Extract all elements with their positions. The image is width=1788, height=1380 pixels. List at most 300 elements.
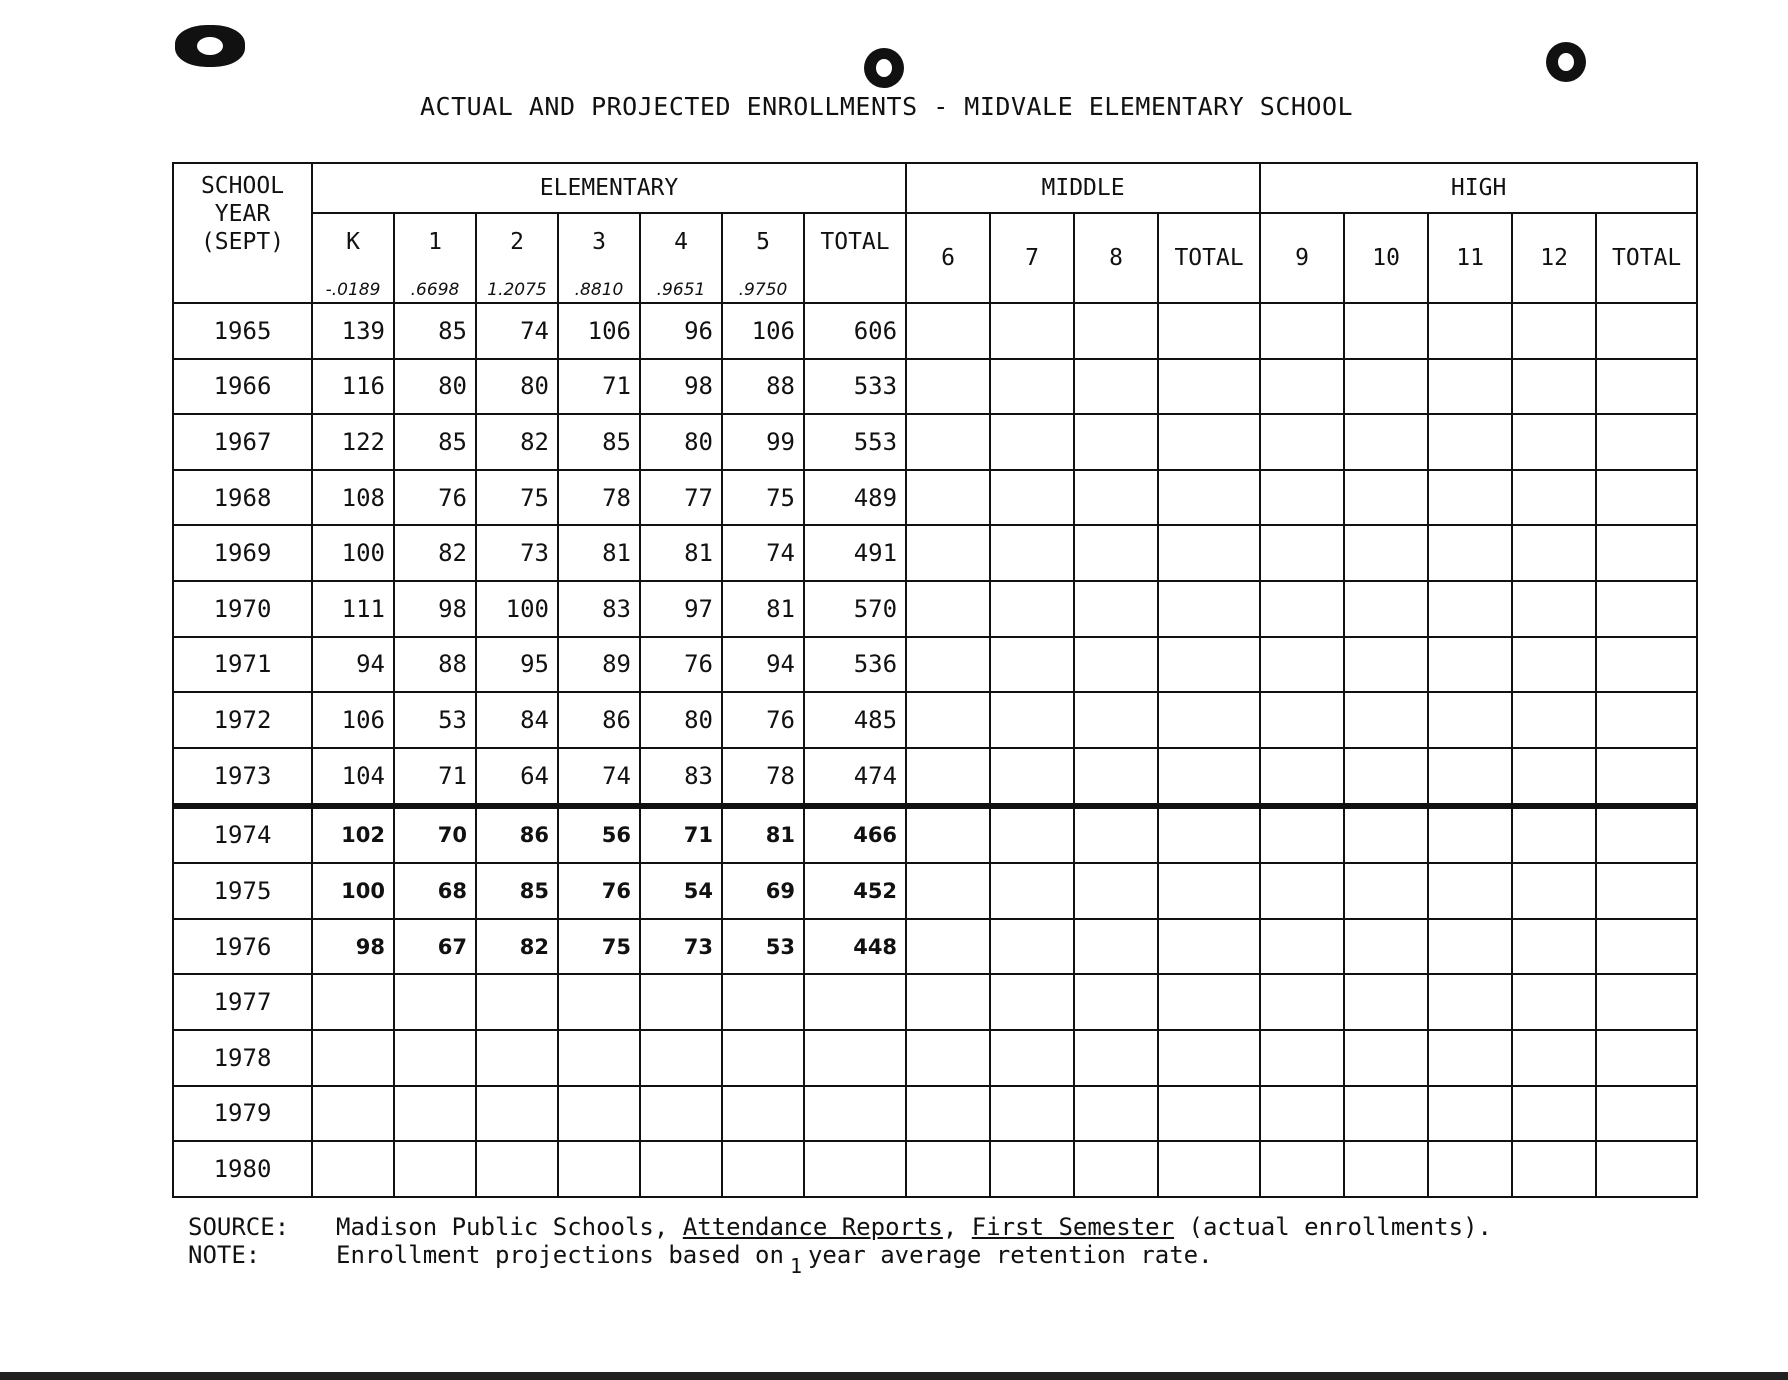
actual-row: [173, 303, 1697, 359]
enrollment-cell: 106: [722, 303, 804, 359]
note-line: [188, 1241, 1492, 1278]
empty-cell: [990, 359, 1074, 415]
enrollment-cell: 81: [722, 806, 804, 864]
enrollment-cell: 70: [394, 806, 476, 864]
enrollment-cell: 85: [394, 303, 476, 359]
school-year-cell: 1972: [173, 692, 312, 748]
enrollment-cell: 82: [476, 919, 558, 975]
enrollment-cell: [722, 1030, 804, 1086]
empty-cell: [1596, 692, 1697, 748]
high-column-header: TOTAL: [1596, 213, 1697, 303]
empty-cell: [1512, 692, 1596, 748]
empty-cell: [990, 581, 1074, 637]
empty-cell: [1596, 637, 1697, 693]
enrollment-cell: [312, 1030, 394, 1086]
source-report: Attendance Reports: [682, 1213, 943, 1241]
school-year-cell: 1966: [173, 359, 312, 415]
elementary-column-header: 1: [394, 213, 476, 270]
empty-cell: [1428, 525, 1512, 581]
empty-cell: [1260, 919, 1344, 975]
elementary-total-cell: 452: [804, 863, 906, 919]
elementary-total-cell: 533: [804, 359, 906, 415]
enrollment-cell: 94: [312, 637, 394, 693]
high-column-header: 12: [1512, 213, 1596, 303]
empty-cell: [1512, 303, 1596, 359]
empty-cell: [1260, 748, 1344, 806]
empty-cell: [1428, 581, 1512, 637]
empty-cell: [1512, 414, 1596, 470]
empty-cell: [906, 525, 990, 581]
punch-hole: [864, 48, 904, 88]
table-header: [173, 163, 1697, 303]
empty-cell: [906, 1030, 990, 1086]
enrollment-cell: [394, 1141, 476, 1197]
empty-cell: [1260, 863, 1344, 919]
note-prefix: Enrollment projections based on: [336, 1241, 784, 1269]
actual-row: [173, 359, 1697, 415]
enrollment-cell: 85: [476, 863, 558, 919]
enrollment-cell: 116: [312, 359, 394, 415]
elementary-column-header: 2: [476, 213, 558, 270]
enrollment-cell: 76: [640, 637, 722, 693]
high-column-header: 9: [1260, 213, 1344, 303]
enrollment-cell: 88: [394, 637, 476, 693]
empty-cell: [1512, 470, 1596, 526]
empty-cell: [1158, 1030, 1260, 1086]
empty-cell: [1260, 414, 1344, 470]
enrollment-cell: 68: [394, 863, 476, 919]
enrollment-cell: 75: [476, 470, 558, 526]
enrollment-cell: 88: [722, 359, 804, 415]
school-year-cell: 1977: [173, 974, 312, 1030]
empty-cell: [1344, 692, 1428, 748]
school-year-header-line: YEAR: [214, 201, 271, 227]
empty-cell: [1428, 863, 1512, 919]
empty-cell: [1512, 748, 1596, 806]
empty-cell: [1344, 806, 1428, 864]
actual-row: [173, 525, 1697, 581]
enrollment-cell: 74: [476, 303, 558, 359]
empty-cell: [1344, 1141, 1428, 1197]
empty-cell: [990, 863, 1074, 919]
punch-hole: [175, 25, 245, 67]
enrollment-cell: 56: [558, 806, 640, 864]
enrollment-cell: 100: [312, 525, 394, 581]
enrollment-cell: 111: [312, 581, 394, 637]
elementary-total-cell: 553: [804, 414, 906, 470]
elementary-total-cell: 606: [804, 303, 906, 359]
empty-cell: [1512, 974, 1596, 1030]
enrollment-cell: 99: [722, 414, 804, 470]
enrollment-cell: 78: [558, 470, 640, 526]
school-year-header: [173, 163, 312, 303]
empty-cell: [1512, 359, 1596, 415]
empty-cell: [1260, 1030, 1344, 1086]
elementary-total-cell: 489: [804, 470, 906, 526]
retention-rate: .9651: [640, 270, 722, 303]
elementary-total-cell: 536: [804, 637, 906, 693]
actual-row: [173, 692, 1697, 748]
empty-cell: [1344, 1086, 1428, 1142]
empty-cell: [1428, 359, 1512, 415]
empty-cell: [1344, 303, 1428, 359]
empty-cell: [906, 974, 990, 1030]
high-group-header: HIGH: [1260, 163, 1697, 213]
enrollment-cell: 106: [558, 303, 640, 359]
empty-cell: [1512, 525, 1596, 581]
middle-column-header: 6: [906, 213, 990, 303]
actual-row: [173, 637, 1697, 693]
enrollment-cell: 98: [394, 581, 476, 637]
empty-cell: [1428, 974, 1512, 1030]
empty-cell: [1512, 863, 1596, 919]
empty-cell: [1074, 919, 1158, 975]
note-number: 1: [789, 1254, 802, 1278]
empty-cell: [906, 359, 990, 415]
table-body: [173, 303, 1697, 1197]
enrollment-cell: 98: [640, 359, 722, 415]
empty-cell: [1260, 470, 1344, 526]
empty-cell: [1428, 748, 1512, 806]
empty-cell: [1344, 581, 1428, 637]
elementary-total-cell: 466: [804, 806, 906, 864]
enrollment-cell: 86: [558, 692, 640, 748]
elementary-total-cell: 570: [804, 581, 906, 637]
footer-notes: [188, 1213, 1492, 1278]
enrollment-cell: 76: [722, 692, 804, 748]
empty-cell: [906, 414, 990, 470]
enrollment-cell: 85: [558, 414, 640, 470]
retention-rate: .8810: [558, 270, 640, 303]
empty-cell: [1512, 919, 1596, 975]
elementary-column-header: 4: [640, 213, 722, 270]
elementary-group-header: ELEMENTARY: [312, 163, 906, 213]
source-suffix: (actual enrollments).: [1174, 1213, 1492, 1241]
empty-cell: [1596, 1030, 1697, 1086]
empty-cell: [906, 637, 990, 693]
enrollment-cell: [722, 1086, 804, 1142]
school-year-cell: 1971: [173, 637, 312, 693]
enrollment-cell: 74: [722, 525, 804, 581]
enrollment-cell: [476, 1030, 558, 1086]
enrollment-cell: [558, 1086, 640, 1142]
empty-cell: [1074, 581, 1158, 637]
enrollment-cell: 71: [558, 359, 640, 415]
enrollment-cell: 95: [476, 637, 558, 693]
empty-cell: [1596, 470, 1697, 526]
retention-rate-blank: [804, 270, 906, 303]
source-prefix: Madison Public Schools,: [336, 1213, 683, 1241]
school-year-header-line: SCHOOL: [200, 173, 285, 199]
empty-cell: [1512, 637, 1596, 693]
grade-header-row: [173, 213, 1697, 270]
enrollment-cell: 98: [312, 919, 394, 975]
empty-cell: [1596, 581, 1697, 637]
school-year-cell: 1976: [173, 919, 312, 975]
elementary-column-header: K: [312, 213, 394, 270]
elementary-total-cell: 485: [804, 692, 906, 748]
enrollment-cell: 81: [640, 525, 722, 581]
note-label: NOTE:: [188, 1241, 261, 1269]
empty-cell: [1344, 470, 1428, 526]
empty-cell: [990, 525, 1074, 581]
document-title: ACTUAL AND PROJECTED ENROLLMENTS - MIDVALE ELEMENTARY SCHOOL: [420, 92, 1354, 121]
punch-hole: [1546, 42, 1586, 82]
enrollment-cell: 122: [312, 414, 394, 470]
enrollment-cell: 85: [394, 414, 476, 470]
empty-cell: [1596, 1086, 1697, 1142]
school-year-cell: 1979: [173, 1086, 312, 1142]
enrollment-cell: [476, 1086, 558, 1142]
empty-cell: [906, 692, 990, 748]
high-column-header: 10: [1344, 213, 1428, 303]
empty-cell: [990, 974, 1074, 1030]
school-year-cell: 1967: [173, 414, 312, 470]
school-year-cell: 1980: [173, 1141, 312, 1197]
elementary-column-header: 5: [722, 213, 804, 270]
empty-cell: [1344, 525, 1428, 581]
empty-cell: [1512, 806, 1596, 864]
enrollment-cell: 67: [394, 919, 476, 975]
elementary-column-header: TOTAL: [804, 213, 906, 270]
empty-cell: [1260, 359, 1344, 415]
enrollment-cell: 73: [640, 919, 722, 975]
empty-cell: [1158, 1141, 1260, 1197]
empty-cell: [1074, 470, 1158, 526]
enrollment-cell: [558, 1141, 640, 1197]
source-semester: First Semester: [971, 1213, 1175, 1241]
empty-cell: [990, 1141, 1074, 1197]
empty-cell: [1158, 863, 1260, 919]
empty-cell: [1074, 1141, 1158, 1197]
empty-cell: [1596, 414, 1697, 470]
enrollment-cell: 89: [558, 637, 640, 693]
enrollment-cell: 82: [476, 414, 558, 470]
empty-cell: [1158, 919, 1260, 975]
empty-cell: [1158, 525, 1260, 581]
empty-cell: [1344, 359, 1428, 415]
empty-cell: [1344, 919, 1428, 975]
empty-cell: [1260, 581, 1344, 637]
enrollment-cell: [722, 1141, 804, 1197]
enrollment-cell: [476, 1141, 558, 1197]
empty-cell: [1260, 637, 1344, 693]
retention-rate: .6698: [394, 270, 476, 303]
empty-cell: [1158, 1086, 1260, 1142]
empty-cell: [1260, 1086, 1344, 1142]
enrollment-cell: 80: [640, 414, 722, 470]
elementary-total-cell: [804, 1086, 906, 1142]
empty-cell: [1428, 692, 1512, 748]
empty-cell: [1158, 974, 1260, 1030]
middle-column-header: 8: [1074, 213, 1158, 303]
enrollment-cell: 77: [640, 470, 722, 526]
empty-cell: [906, 919, 990, 975]
enrollment-cell: 83: [640, 748, 722, 806]
empty-cell: [1074, 863, 1158, 919]
empty-cell: [1158, 303, 1260, 359]
school-year-cell: 1973: [173, 748, 312, 806]
enrollment-cell: 94: [722, 637, 804, 693]
empty-cell: [1260, 303, 1344, 359]
enrollment-cell: 76: [558, 863, 640, 919]
empty-cell: [1428, 806, 1512, 864]
school-year-cell: 1969: [173, 525, 312, 581]
empty-cell: [1158, 637, 1260, 693]
enrollment-cell: 80: [640, 692, 722, 748]
empty-cell: [1512, 581, 1596, 637]
empty-cell: [1428, 470, 1512, 526]
enrollment-cell: 73: [476, 525, 558, 581]
enrollment-cell: 82: [394, 525, 476, 581]
empty-cell: [1074, 748, 1158, 806]
enrollment-cell: [394, 1086, 476, 1142]
empty-cell: [1074, 1086, 1158, 1142]
empty-cell: [1428, 303, 1512, 359]
empty-cell: [1260, 974, 1344, 1030]
enrollment-cell: 69: [722, 863, 804, 919]
enrollment-cell: [640, 1086, 722, 1142]
enrollment-cell: [312, 1141, 394, 1197]
empty-cell: [1596, 525, 1697, 581]
empty-cell: [1596, 919, 1697, 975]
school-year-cell: 1970: [173, 581, 312, 637]
empty-cell: [990, 637, 1074, 693]
enrollment-cell: 78: [722, 748, 804, 806]
enrollment-cell: [394, 974, 476, 1030]
elementary-total-cell: 491: [804, 525, 906, 581]
retention-rate: -.0189: [312, 270, 394, 303]
enrollment-cell: 100: [312, 863, 394, 919]
empty-cell: [1596, 863, 1697, 919]
empty-cell: [1344, 863, 1428, 919]
projected-row: [173, 1030, 1697, 1086]
projected-row: [173, 1086, 1697, 1142]
empty-cell: [990, 303, 1074, 359]
enrollment-cell: 74: [558, 748, 640, 806]
enrollment-cell: 75: [722, 470, 804, 526]
empty-cell: [1074, 692, 1158, 748]
source-label: SOURCE:: [188, 1213, 290, 1241]
empty-cell: [1344, 637, 1428, 693]
empty-cell: [990, 1030, 1074, 1086]
enrollment-cell: 71: [640, 806, 722, 864]
empty-cell: [1158, 692, 1260, 748]
empty-cell: [906, 1141, 990, 1197]
enrollment-cell: 80: [476, 359, 558, 415]
retention-rate: 1.2075: [476, 270, 558, 303]
enrollment-cell: [722, 974, 804, 1030]
empty-cell: [1596, 359, 1697, 415]
source-separator: ,: [942, 1213, 972, 1241]
empty-cell: [906, 863, 990, 919]
enrollment-cell: 53: [394, 692, 476, 748]
enrollment-cell: 97: [640, 581, 722, 637]
empty-cell: [1074, 414, 1158, 470]
enrollment-cell: 83: [558, 581, 640, 637]
source-line: [188, 1213, 1492, 1241]
projected-row: [173, 1141, 1697, 1197]
school-year-cell: 1978: [173, 1030, 312, 1086]
elementary-total-cell: 474: [804, 748, 906, 806]
enrollment-cell: 76: [394, 470, 476, 526]
empty-cell: [1074, 359, 1158, 415]
school-year-cell: 1965: [173, 303, 312, 359]
empty-cell: [1074, 637, 1158, 693]
empty-cell: [1428, 1030, 1512, 1086]
projected-row: [173, 863, 1697, 919]
empty-cell: [1260, 525, 1344, 581]
enrollment-cell: 53: [722, 919, 804, 975]
actual-row: [173, 581, 1697, 637]
enrollment-cell: 104: [312, 748, 394, 806]
elementary-column-header: 3: [558, 213, 640, 270]
empty-cell: [1596, 1141, 1697, 1197]
empty-cell: [1596, 974, 1697, 1030]
empty-cell: [1260, 692, 1344, 748]
empty-cell: [1428, 1086, 1512, 1142]
enrollment-cell: 75: [558, 919, 640, 975]
enrollment-cell: 71: [394, 748, 476, 806]
empty-cell: [1428, 637, 1512, 693]
empty-cell: [1596, 748, 1697, 806]
note-suffix: year average retention rate.: [807, 1241, 1213, 1269]
school-year-cell: 1974: [173, 806, 312, 864]
retention-rate: .9750: [722, 270, 804, 303]
empty-cell: [990, 470, 1074, 526]
empty-cell: [906, 470, 990, 526]
elementary-total-cell: [804, 974, 906, 1030]
enrollment-cell: 108: [312, 470, 394, 526]
empty-cell: [1512, 1141, 1596, 1197]
projected-row: [173, 974, 1697, 1030]
projected-row: [173, 919, 1697, 975]
empty-cell: [1428, 919, 1512, 975]
enrollment-cell: 100: [476, 581, 558, 637]
enrollment-cell: [312, 974, 394, 1030]
enrollment-cell: [558, 1030, 640, 1086]
actual-row: [173, 414, 1697, 470]
empty-cell: [990, 1086, 1074, 1142]
school-year-cell: 1968: [173, 470, 312, 526]
enrollment-cell: 81: [558, 525, 640, 581]
enrollment-cell: 96: [640, 303, 722, 359]
empty-cell: [1158, 806, 1260, 864]
empty-cell: [1512, 1086, 1596, 1142]
school-year-cell: 1975: [173, 863, 312, 919]
empty-cell: [1260, 806, 1344, 864]
empty-cell: [1158, 359, 1260, 415]
elementary-total-cell: 448: [804, 919, 906, 975]
middle-column-header: TOTAL: [1158, 213, 1260, 303]
empty-cell: [1074, 303, 1158, 359]
enrollment-cell: [476, 974, 558, 1030]
empty-cell: [906, 1086, 990, 1142]
empty-cell: [1512, 1030, 1596, 1086]
enrollment-cell: 106: [312, 692, 394, 748]
elementary-total-cell: [804, 1141, 906, 1197]
empty-cell: [1074, 806, 1158, 864]
elementary-total-cell: [804, 1030, 906, 1086]
enrollment-cell: 84: [476, 692, 558, 748]
enrollment-cell: 64: [476, 748, 558, 806]
empty-cell: [1074, 974, 1158, 1030]
enrollment-cell: 86: [476, 806, 558, 864]
empty-cell: [906, 581, 990, 637]
empty-cell: [990, 692, 1074, 748]
empty-cell: [906, 303, 990, 359]
empty-cell: [1428, 414, 1512, 470]
